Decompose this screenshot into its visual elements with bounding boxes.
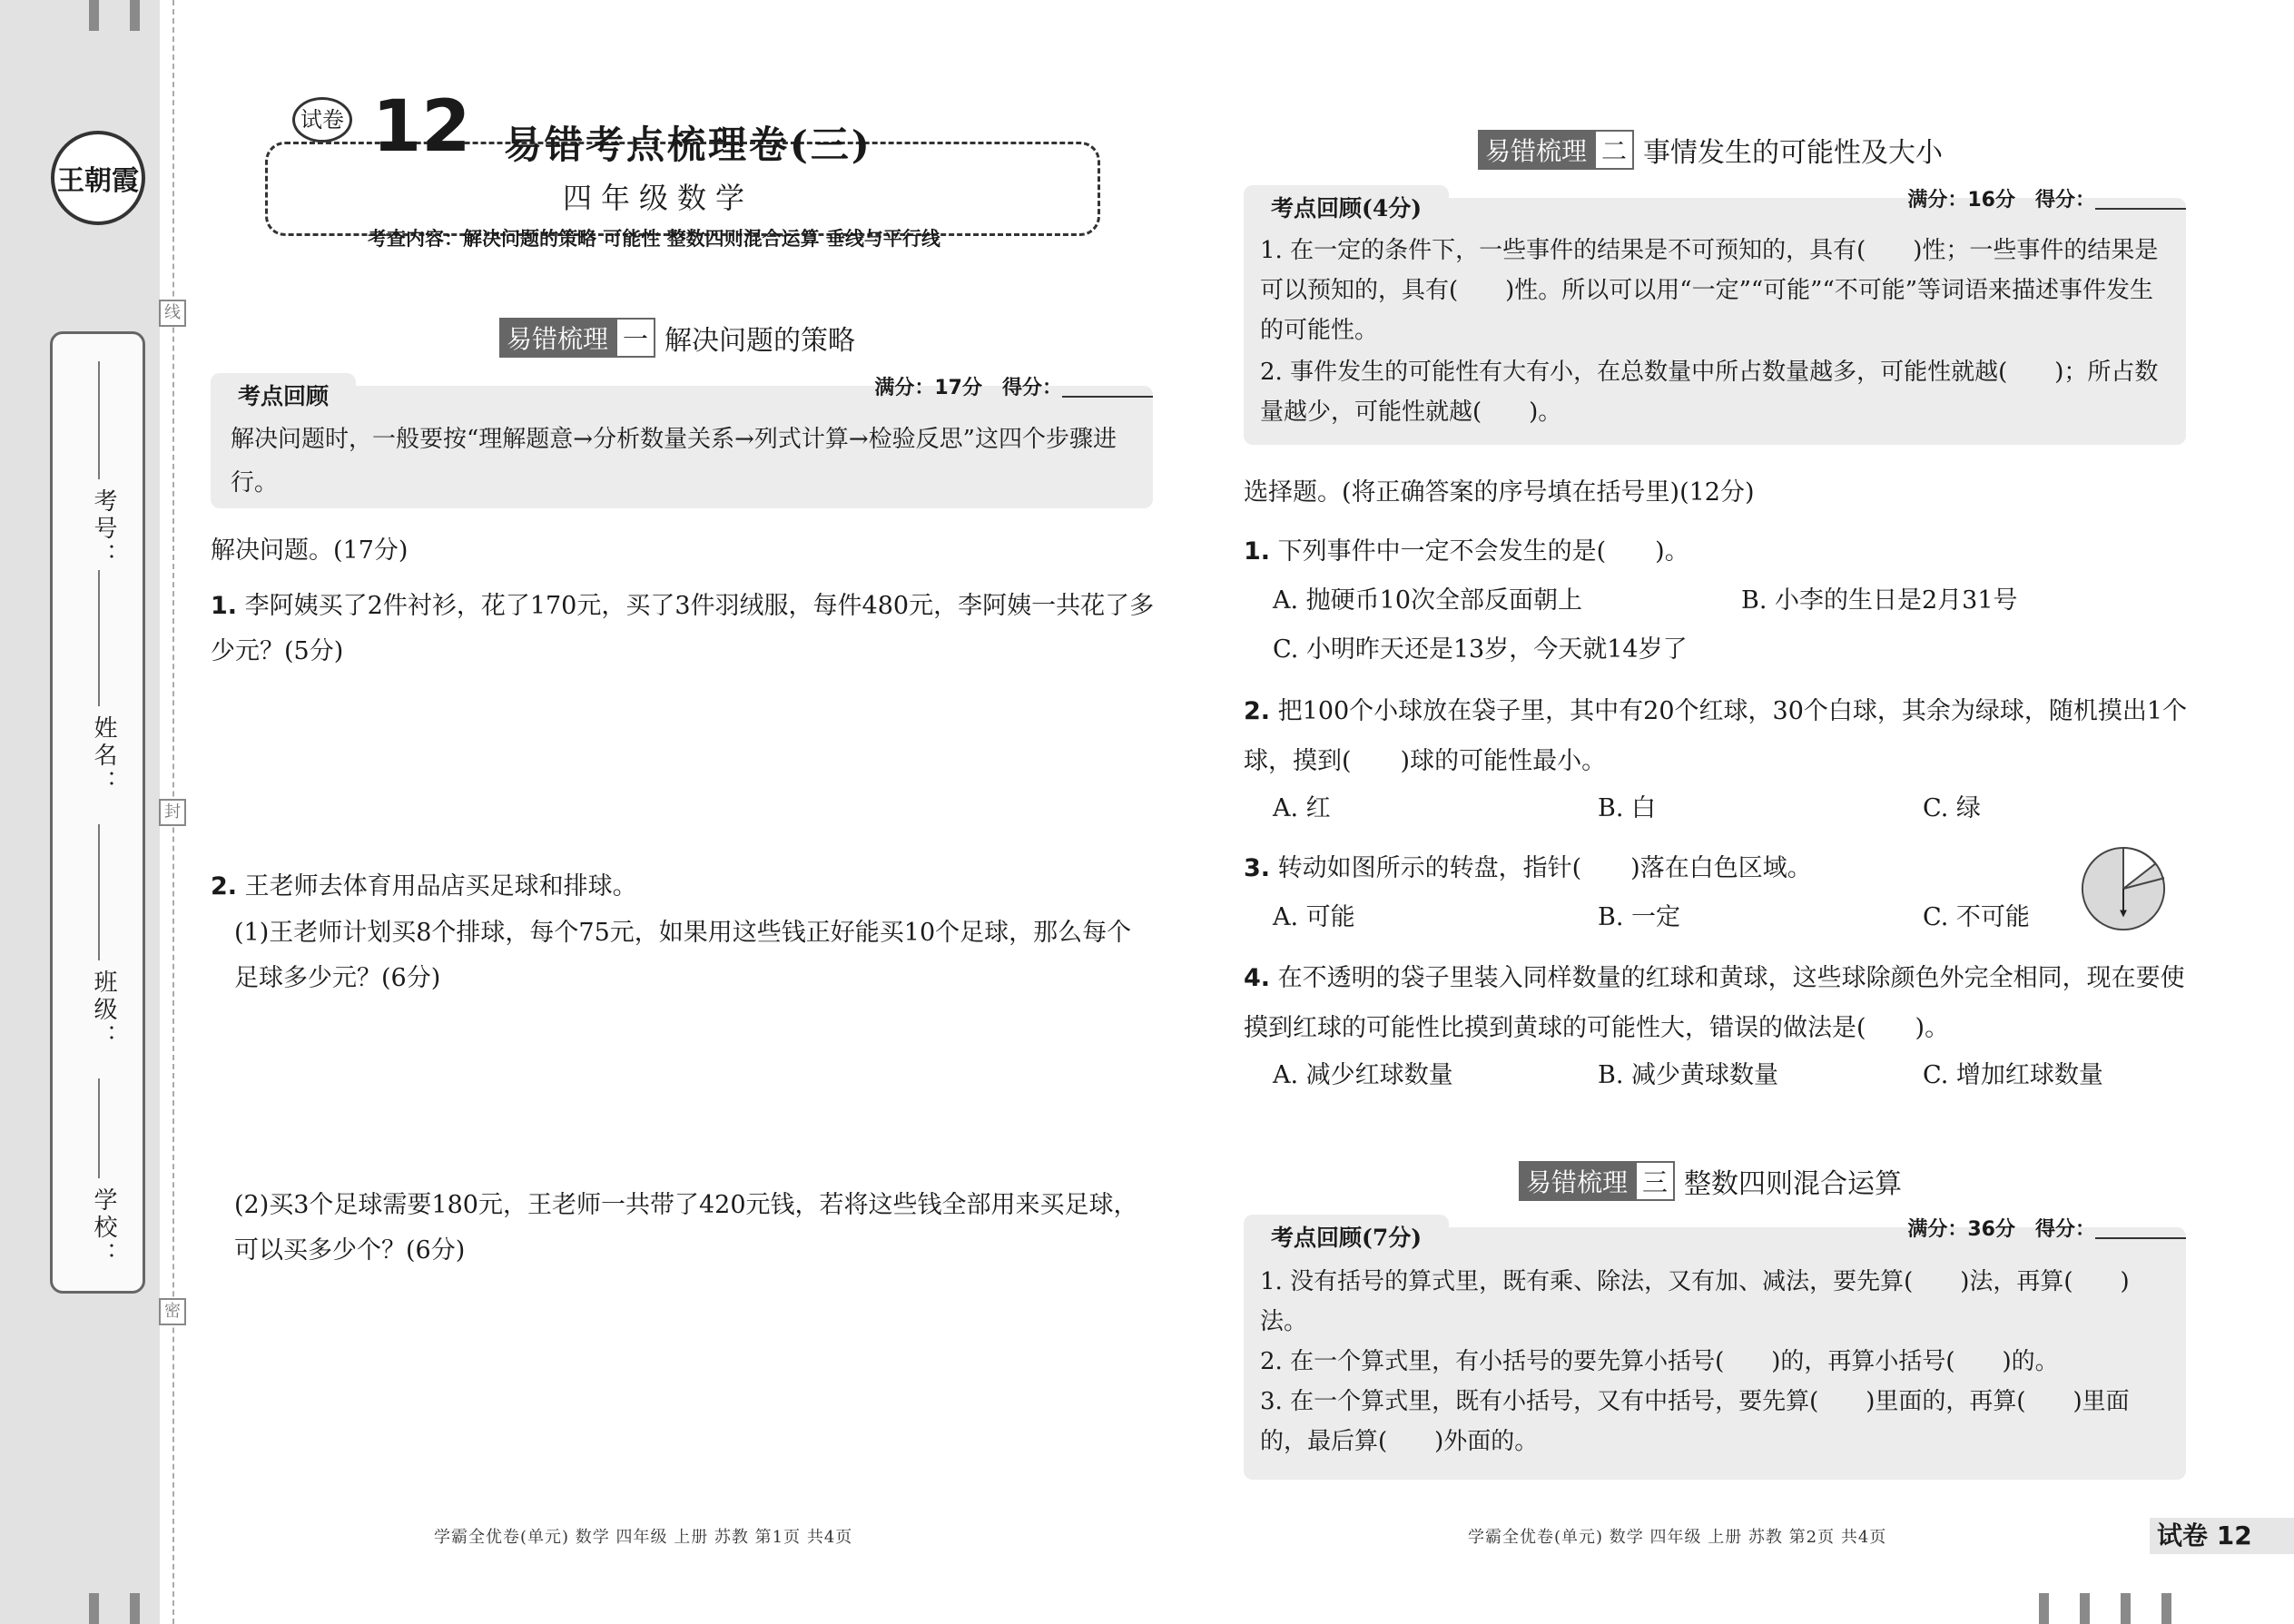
section-3-title bbox=[1519, 1161, 1902, 1201]
review-item: 1. 在一定的条件下，一些事件的结果是不可预知的，具有( )性；一些事件的结果是可以预知的，具有( )性。所以可以用“一定”“可能”“不可能”等词语来描述事件发生的可能性。 bbox=[1260, 237, 2159, 344]
review-item: 2. 事件发生的可能性有大有小，在总数量中所占数量越多，可能性就越( )；所占数量越少，可能性就越( )。 bbox=[1260, 359, 2159, 426]
question-2-part-1: (1)王老师计划买8个排球，每个75元，如果用这些钱正好能买10个足球，那么每个足球多少元？(6分) bbox=[234, 919, 1132, 992]
section-heading: 事情发生的可能性及大小 bbox=[1643, 137, 1944, 169]
spine-mark bbox=[130, 1593, 140, 1624]
review-text: 解决问题时，一般要按“理解题意→分析数量关系→列式计算→检验反思”这四个步骤进行。 bbox=[231, 426, 1117, 497]
question-number: 1. bbox=[211, 592, 238, 620]
review-box bbox=[1244, 189, 2186, 445]
spinner-icon bbox=[2079, 844, 2168, 933]
score-line bbox=[1907, 1214, 2186, 1242]
score-line bbox=[1907, 184, 2186, 212]
paper-number: 12 bbox=[372, 86, 471, 168]
score-blank[interactable] bbox=[2095, 192, 2186, 210]
option-c[interactable]: C. 绿 bbox=[1923, 794, 1981, 822]
question-text: 李阿姨买了2件衬衫，花了170元，买了3件羽绒服，每件480元，李阿姨一共花了多少元？(5分) bbox=[211, 592, 1155, 665]
score-blank[interactable] bbox=[1062, 379, 1153, 398]
section-1-title bbox=[499, 318, 855, 358]
spine-mark bbox=[89, 0, 99, 31]
paper-tab: 试卷 12 bbox=[2150, 1518, 2294, 1554]
option-b[interactable]: B. 白 bbox=[1598, 794, 1657, 822]
question-text: 在不透明的袋子里装入同样数量的红球和黄球，这些球除颜色外完全相同，现在要使摸到红球的可能性比摸到黄球的可能性大，错误的做法是( )。 bbox=[1244, 964, 2185, 1042]
page-title: 易错考点梳理卷(三) bbox=[504, 123, 872, 167]
footer-left: 学霸全优卷(单元) 数学 四年级 上册 苏教 第1页 共4页 bbox=[434, 1528, 853, 1547]
score-label: 得分： bbox=[1001, 377, 1062, 399]
question-number: 3. bbox=[1244, 854, 1271, 882]
review-label: 考点回顾(7分) bbox=[1244, 1215, 1449, 1256]
section-heading-text: 选择题。(将正确答案的序号填在括号里)(12分) bbox=[1244, 478, 1755, 507]
score-line bbox=[874, 372, 1153, 400]
option-b[interactable]: B. 减少黄球数量 bbox=[1598, 1061, 1779, 1089]
question-text: 王老师去体育用品店买足球和排球。 bbox=[244, 872, 637, 901]
option-a[interactable]: A. 红 bbox=[1273, 794, 1331, 822]
option-a[interactable]: A. 抛硬币10次全部反面朝上 bbox=[1273, 586, 1583, 615]
question-3 bbox=[1244, 846, 1812, 891]
section-heading: 解决问题的策略 bbox=[665, 325, 856, 357]
review-box bbox=[211, 377, 1153, 508]
spine-mark bbox=[130, 0, 140, 31]
blank-line bbox=[98, 361, 100, 479]
blank-line bbox=[98, 570, 100, 706]
full-score: 满分：36分 bbox=[1907, 1218, 2015, 1241]
field-class: 班级： bbox=[90, 969, 117, 1051]
question-4 bbox=[1244, 953, 2188, 1053]
question-2-part-2: (2)买3个足球需要180元，王老师一共带了420元钱，若将这些钱全部用来买足球，可以买多少个？(6分) bbox=[234, 1191, 1138, 1265]
question-text: 下列事件中一定不会发生的是( )。 bbox=[1277, 537, 1689, 566]
full-score: 满分：17分 bbox=[874, 377, 982, 399]
section-tag-number: 三 bbox=[1635, 1161, 1675, 1201]
cut-marker: 封 bbox=[159, 799, 186, 826]
option-b[interactable]: B. 一定 bbox=[1598, 903, 1681, 931]
footer-right: 学霸全优卷(单元) 数学 四年级 上册 苏教 第2页 共4页 bbox=[1468, 1528, 1887, 1547]
option-c[interactable]: C. 不可能 bbox=[1923, 903, 2030, 931]
spine-mark bbox=[2039, 1593, 2049, 1624]
review-item: 2. 在一个算式里，有小括号的要先算小括号( )的，再算小括号( )的。 bbox=[1260, 1348, 2059, 1375]
question-text: 把100个小球放在袋子里，其中有20个红球，30个白球，其余为绿球，随机摸出1个球，摸到( )球的可能性最小。 bbox=[1244, 697, 2188, 775]
question-number: 1. bbox=[1244, 537, 1271, 566]
spine-mark bbox=[89, 1593, 99, 1624]
field-exam-number: 考号： bbox=[90, 488, 117, 570]
student-info-box bbox=[50, 331, 145, 1294]
spine-mark bbox=[2080, 1593, 2090, 1624]
question-1 bbox=[1244, 529, 2188, 575]
question-2 bbox=[211, 864, 637, 910]
blank-line bbox=[98, 1078, 100, 1178]
option-a[interactable]: A. 可能 bbox=[1273, 903, 1355, 931]
question-text: 转动如图所示的转盘，指针( )落在白色区域。 bbox=[1277, 854, 1812, 882]
option-c[interactable]: C. 增加红球数量 bbox=[1923, 1061, 2103, 1089]
question-number: 4. bbox=[1244, 964, 1271, 992]
paper-badge: 试卷 bbox=[292, 97, 352, 143]
score-label: 得分： bbox=[2034, 189, 2095, 212]
spine-mark bbox=[2161, 1593, 2171, 1624]
section-tag: 易错梳理 bbox=[1478, 130, 1594, 170]
option-b[interactable]: B. 小李的生日是2月31号 bbox=[1741, 586, 2018, 615]
review-box bbox=[1244, 1218, 2186, 1480]
field-school: 学校： bbox=[90, 1187, 117, 1269]
review-item: 1. 没有括号的算式里，既有乘、除法，又有加、减法，要先算( )法，再算( )法。 bbox=[1260, 1268, 2130, 1335]
review-label: 考点回顾(4分) bbox=[1244, 185, 1449, 227]
spine-mark bbox=[2121, 1593, 2131, 1624]
brand-logo bbox=[47, 127, 152, 236]
exam-scope: 考查内容：解决问题的策略 可能性 整数四则混合运算 垂线与平行线 bbox=[368, 227, 940, 250]
score-label: 得分： bbox=[2034, 1218, 2095, 1241]
field-name: 姓名： bbox=[90, 715, 117, 797]
logo-text: 王朝霞 bbox=[57, 165, 139, 197]
option-c[interactable]: C. 小明昨天还是13岁，今天就14岁了 bbox=[1273, 635, 1688, 664]
cut-marker: 线 bbox=[159, 300, 186, 327]
cut-marker: 密 bbox=[159, 1298, 186, 1325]
section-tag-number: 二 bbox=[1594, 130, 1634, 170]
review-label: 考点回顾 bbox=[211, 373, 356, 415]
section-tag-number: 一 bbox=[615, 318, 655, 358]
section-tag: 易错梳理 bbox=[499, 318, 615, 358]
question-1 bbox=[211, 584, 1155, 674]
section-tag: 易错梳理 bbox=[1519, 1161, 1635, 1201]
full-score: 满分：16分 bbox=[1907, 189, 2015, 212]
section-2-title bbox=[1478, 130, 1943, 170]
review-item: 3. 在一个算式里，既有小括号，又有中括号，要先算( )里面的，再算( )里面的，最后算( )外面的。 bbox=[1260, 1388, 2130, 1455]
option-a[interactable]: A. 减少红球数量 bbox=[1273, 1061, 1453, 1089]
section-heading-text: 解决问题。(17分) bbox=[211, 536, 409, 565]
score-blank[interactable] bbox=[2095, 1221, 2186, 1239]
blank-line bbox=[98, 824, 100, 960]
question-2 bbox=[1244, 686, 2188, 786]
page-subtitle: 四年级数学 bbox=[563, 181, 754, 215]
question-number: 2. bbox=[1244, 697, 1271, 725]
question-number: 2. bbox=[211, 872, 238, 901]
section-heading: 整数四则混合运算 bbox=[1684, 1168, 1903, 1200]
